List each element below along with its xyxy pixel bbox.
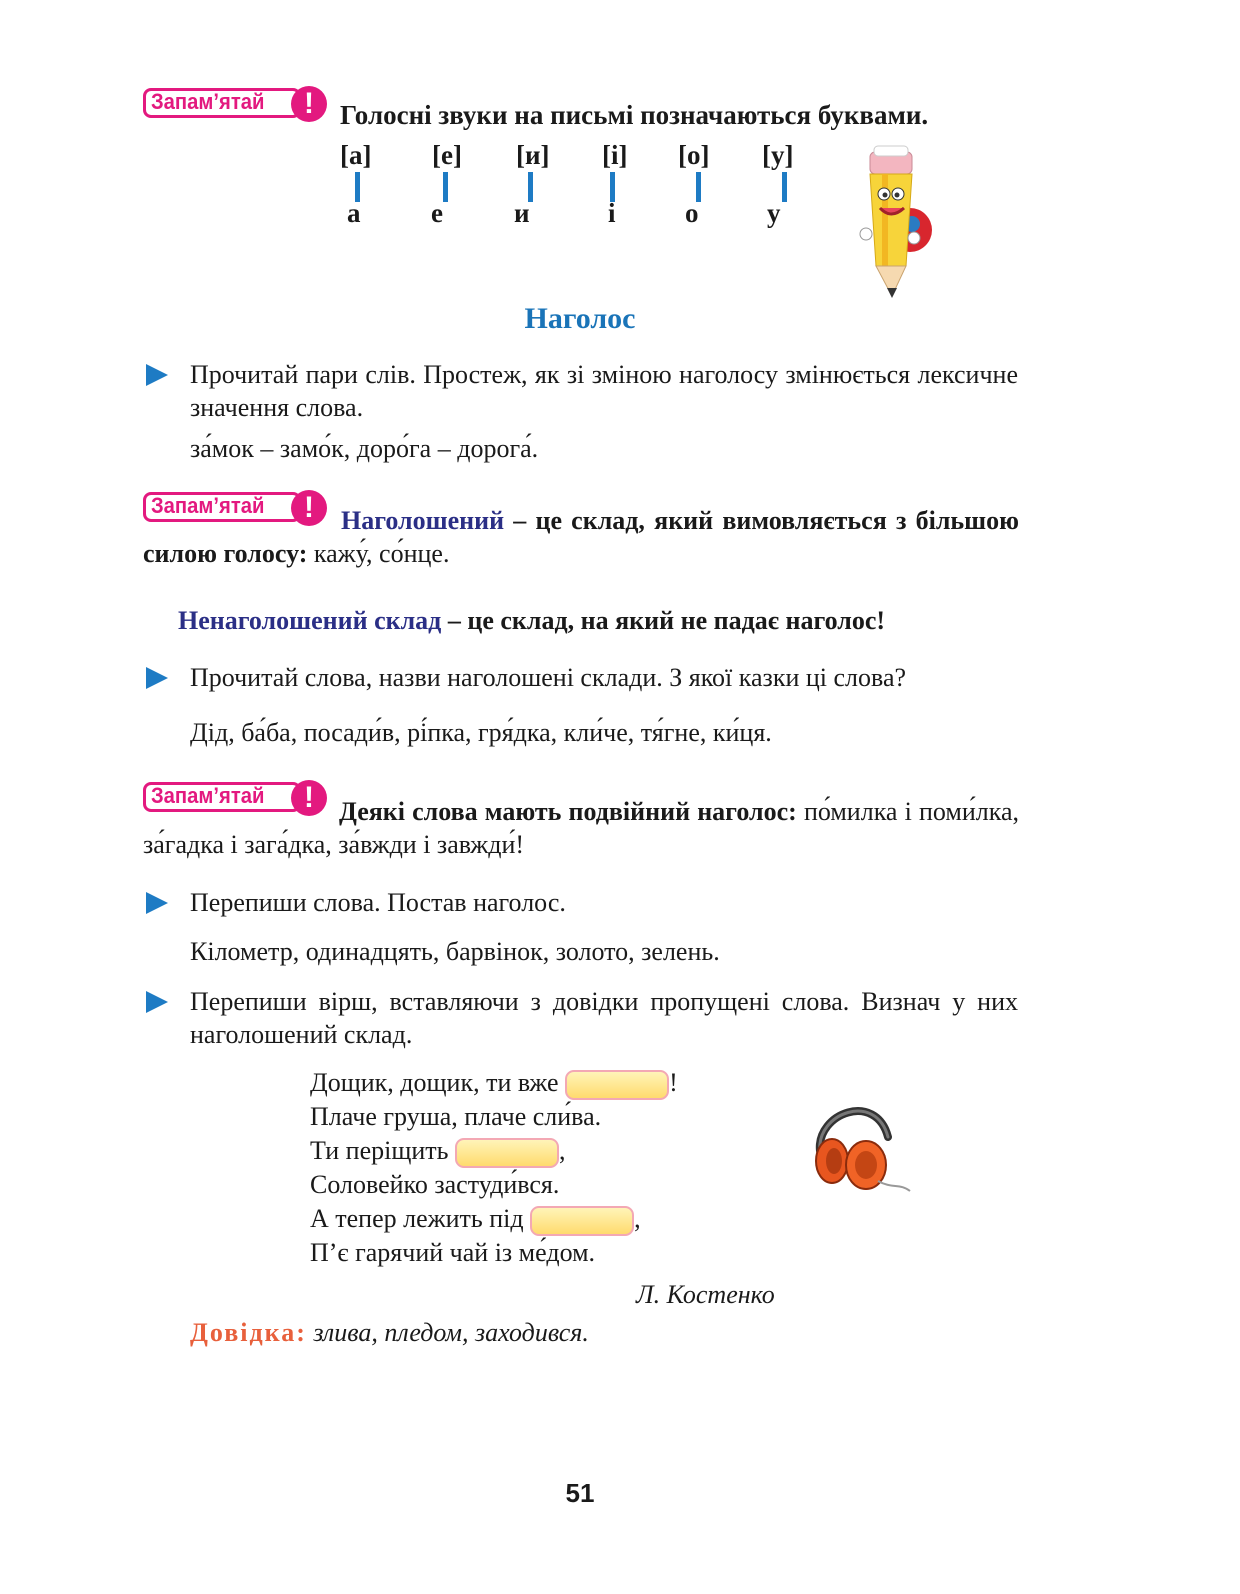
- rule-term: Наголошений: [341, 506, 505, 535]
- letter-u: у: [767, 198, 781, 228]
- remember-badge-label: Запам’ятай: [151, 783, 265, 808]
- poem-line: [310, 1134, 678, 1168]
- rule-definition: – це склад, який вимовляється з більшою силою голосу:: [143, 506, 1020, 568]
- hint-words: злива, пледом, заходився.: [313, 1318, 589, 1347]
- stressed-syllable-rule: [143, 504, 1019, 570]
- connector-bar: [782, 172, 787, 202]
- poem-line: Соловейко застуди́вся.: [310, 1170, 560, 1200]
- pencil-mascot-icon: [852, 138, 936, 302]
- vowel-rule: Голосні звуки на письмі позначаються буквами.: [340, 100, 929, 130]
- poem-author: Л. Костенко: [636, 1280, 775, 1309]
- rule-definition: Деякі слова мають подвійний наголос:: [339, 797, 797, 826]
- task-arrow-icon: [146, 892, 168, 914]
- section-heading: Наголос: [524, 302, 636, 335]
- poem-punctuation: ,: [634, 1204, 641, 1234]
- exclamation-icon: !: [291, 490, 327, 526]
- remember-badge-label: Запам’ятай: [151, 89, 265, 114]
- task3-text: Перепиши слова. Постав наголос.: [190, 888, 566, 917]
- double-stress-rule: [143, 795, 1019, 861]
- hint: [190, 1316, 589, 1349]
- task2-words: Дід, ба́ба, посади́в, рі́пка, гря́дка, кли́че, тя́гне, ки́ця.: [190, 718, 772, 747]
- sound-y: [и]: [516, 140, 550, 170]
- letter-o: о: [685, 198, 699, 228]
- exclamation-icon: !: [291, 86, 327, 122]
- poem-punctuation: !: [669, 1068, 678, 1097]
- task2-text: Прочитай слова, назви наголошені склади. З якої казки ці слова?: [190, 663, 907, 692]
- remember-badge: [143, 88, 329, 122]
- poem-line: Плаче груша, плаче сли́ва.: [310, 1102, 602, 1132]
- unstressed-syllable-rule: [178, 604, 885, 637]
- poem-text: Ти періщить: [310, 1136, 449, 1166]
- sound-a: [а]: [340, 140, 372, 170]
- rule-examples: кажу́, со́нце.: [313, 539, 450, 568]
- page-number: 51: [565, 1478, 595, 1508]
- task3-words: Кілометр, одинадцять, барвінок, золото, зелень.: [190, 937, 720, 966]
- letter-i: і: [608, 198, 616, 228]
- connector-bar: [443, 172, 448, 202]
- task1-examples: за́мок – замо́к, доро́га – дорога́.: [190, 434, 539, 463]
- poem-punctuation: ,: [558, 1136, 566, 1166]
- poem: [310, 1066, 678, 1270]
- task-arrow-icon: [146, 667, 168, 689]
- letter-e: е: [431, 198, 443, 228]
- task-arrow-icon: [146, 364, 168, 386]
- letter-y: и: [514, 198, 530, 228]
- rule-examples: по́милка і поми́лка, за́гадка і зага́дка, за́вжди і завжди́!: [143, 797, 1019, 859]
- fill-blank[interactable]: [530, 1206, 634, 1236]
- poem-line: [310, 1202, 678, 1236]
- sound-u: [у]: [762, 140, 794, 170]
- rule-definition: – це склад, на який не падає наголос!: [447, 606, 886, 635]
- poem-line: [310, 1066, 678, 1100]
- fill-blank[interactable]: [455, 1138, 559, 1168]
- hint-label: Довідка:: [190, 1318, 307, 1347]
- exclamation-icon: !: [291, 780, 327, 816]
- sound-e: [е]: [432, 140, 462, 170]
- fill-blank[interactable]: [565, 1070, 669, 1100]
- poem-text: Дощик, дощик, ти вже: [310, 1068, 559, 1097]
- letter-a: а: [347, 198, 361, 228]
- poem-text: А тепер лежить під: [310, 1204, 524, 1234]
- sound-i: [і]: [602, 140, 628, 170]
- sound-o: [о]: [678, 140, 710, 170]
- rule-term: Ненаголошений склад: [178, 606, 442, 635]
- poem-line: П’є гарячий чай із ме́дом.: [310, 1238, 596, 1268]
- task1-text: Прочитай пари слів. Простеж, як зі зміною наголосу змінюється лексичне значення слова.: [190, 360, 1018, 422]
- headphones-icon: [806, 1095, 916, 1195]
- remember-badge-label: Запам’ятай: [151, 493, 265, 518]
- task4-text: Перепиши вірш, вставляючи з довідки пропущені слова. Визнач у них наголошений склад.: [190, 987, 1018, 1049]
- task-arrow-icon: [146, 991, 168, 1013]
